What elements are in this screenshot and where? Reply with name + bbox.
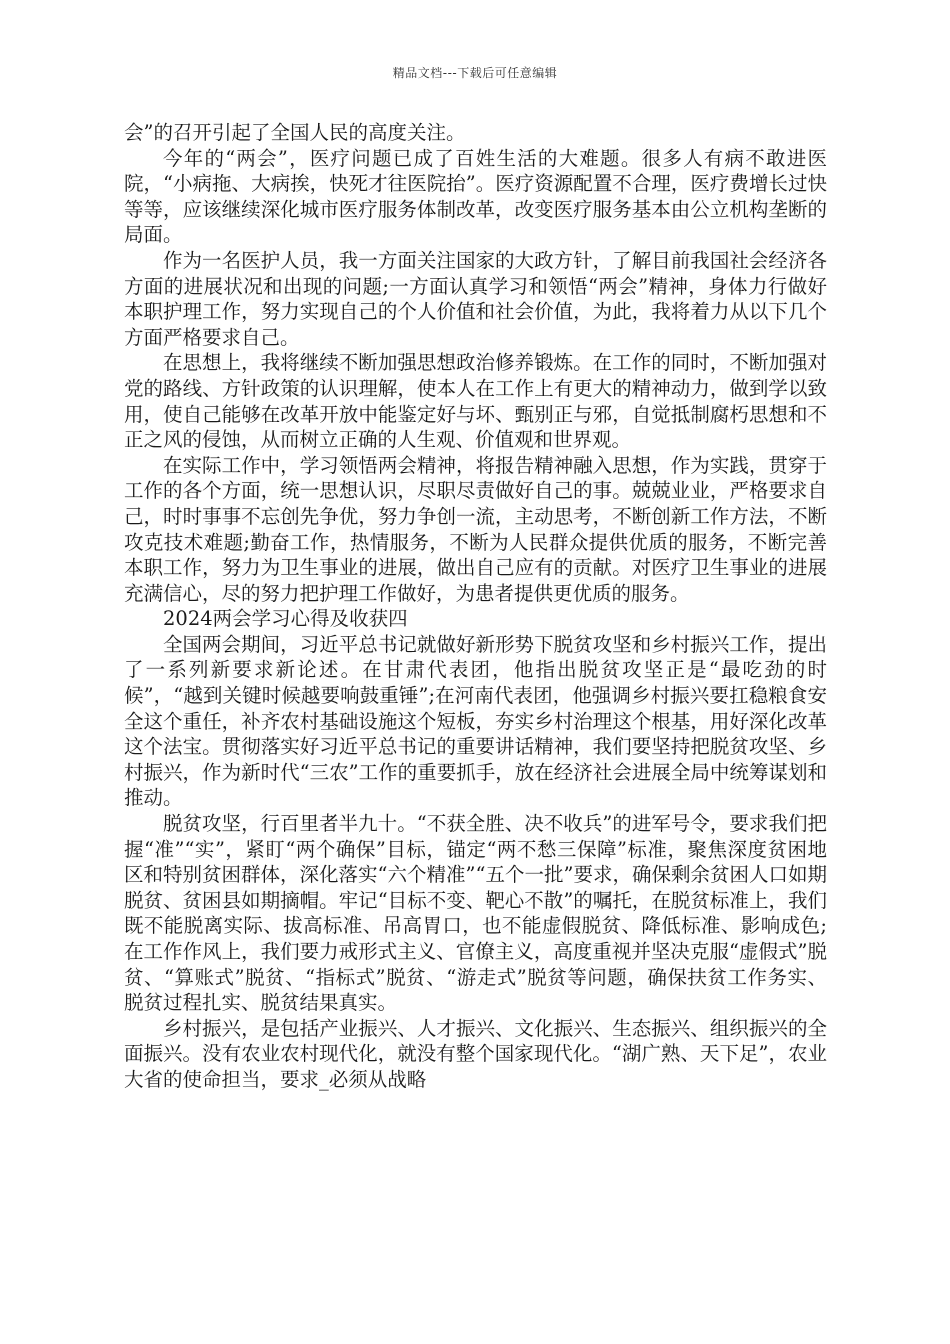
paragraph: 今年的“两会”，医疗问题已成了百姓生活的大难题。很多人有病不敢进医院，“小病拖、大病挨，快死才往医院抬”。医疗资源配置不合理，医疗费增长过快等等，应该继续深化城市医疗服务体制改革，改变医疗服务基本由公立机构垄断的局面。 <box>124 146 827 247</box>
paragraph: 乡村振兴，是包括产业振兴、人才振兴、文化振兴、生态振兴、组织振兴的全面振兴。没有农业农村现代化，就没有整个国家现代化。“湖广熟、天下足”，农业大省的使命担当，要求_必须从战略 <box>124 1016 827 1091</box>
paragraph: 全国两会期间，习近平总书记就做好新形势下脱贫攻坚和乡村振兴工作，提出了一系列新要求新论述。在甘肃代表团，他指出脱贫攻坚正是“最吃劲的时候”，“越到关键时候越要响鼓重锤”;在河南代表团，他强调乡村振兴要扛稳粮食安全这个重任，补齐农村基础设施这个短板，夯实乡村治理这个根基，用好深化改革这个法宝。贯彻落实好习近平总书记的重要讲话精神，我们要坚持把脱贫攻坚、乡村振兴，作为新时代“三农”工作的重要抓手，放在经济社会进展全局中统筹谋划和推动。 <box>124 632 827 810</box>
paragraph: 脱贫攻坚，行百里者半九十。“不获全胜、决不收兵”的进军号令，要求我们把握“准”“实”，紧盯“两个确保”目标，锚定“两不愁三保障”标准，聚焦深度贫困地区和特别贫困群体，深化落实“六个精准”“五个一批”要求，确保剩余贫困人口如期脱贫、贫困县如期摘帽。牢记“目标不变、靶心不散”的嘱托，在脱贫标准上，我们既不能脱离实际、拔高标准、吊高胃口，也不能虚假脱贫、降低标准、影响成色;在工作作风上，我们要力戒形式主义、官僚主义，高度重视并坚决克服“虚假式”脱贫、“算账式”脱贫、“指标式”脱贫、“游走式”脱贫等问题，确保扶贫工作务实、脱贫过程扎实、脱贫结果真实。 <box>124 812 827 1015</box>
section-heading: 2024两会学习心得及收获四 <box>163 607 408 631</box>
paragraph-continuation: 会”的召开引起了全国人民的高度关注。 <box>124 121 466 144</box>
paragraph: 在思想上，我将继续不断加强思想政治修养锻炼。在工作的同时，不断加强对党的路线、方针政策的认识理解，使本人在工作上有更大的精神动力，做到学以致用，使自己能够在改革开放中能鉴定好与坏、甄别正与邪，自觉抵制腐朽思想和不正之风的侵蚀，从而树立正确的人生观、价值观和世界观。 <box>124 351 827 452</box>
page-header: 精品文档---下载后可任意编辑 <box>392 66 558 80</box>
paragraph: 作为一名医护人员，我一方面关注国家的大政方针，了解目前我国社会经济各方面的进展状况和出现的问题;一方面认真学习和领悟“两会”精神，身体力行做好本职护理工作，努力实现自己的个人价值和社会价值，为此，我将着力从以下几个方面严格要求自己。 <box>124 248 827 349</box>
paragraph: 在实际工作中，学习领悟两会精神，将报告精神融入思想，作为实践，贯穿于工作的各个方面，统一思想认识，尽职尽责做好自己的事。兢兢业业，严格要求自己，时时事事不忘创先争优，努力争创一流，主动思考，不断创新工作方法，不断攻克技术难题;勤奋工作，热情服务，不断为人民群众提供优质的服务，不断完善本职工作，努力为卫生事业的进展，做出自己应有的贡献。对医疗卫生事业的进展充满信心，尽的努力把护理工作做好，为患者提供更优质的服务。 <box>124 453 827 605</box>
document-body <box>124 120 827 1093</box>
